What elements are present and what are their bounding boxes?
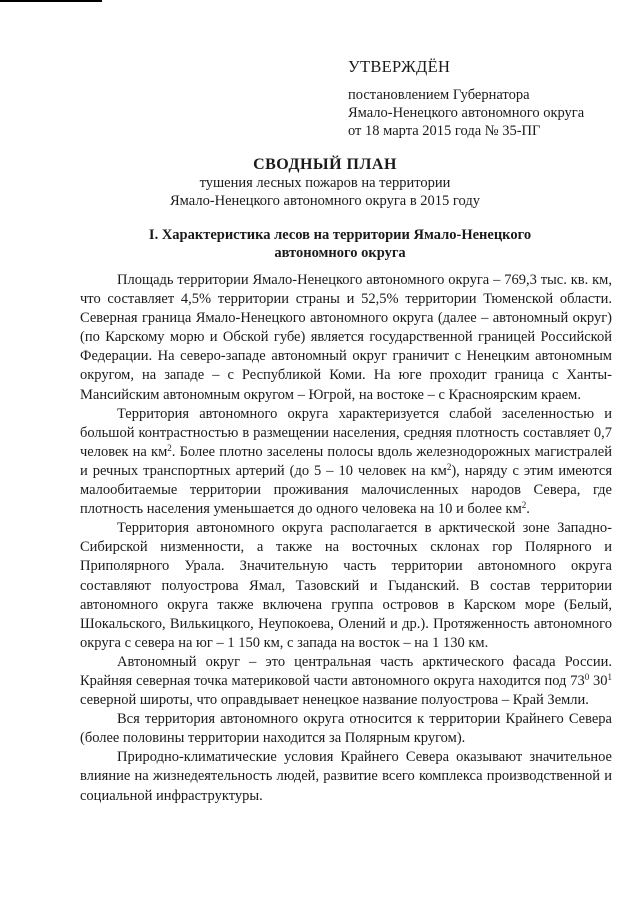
document-subtitle-1: тушения лесных пожаров на территории (199, 175, 451, 191)
paragraph-geography: Территория автономного округа располагается в арктической зоне Западно-Сибирской низменности, а также на восточных склонах гор Полярного и Приполярного Урала. Значительную часть территории автономного округа составляют полуострова Ямал, Тазовский и Гыданский. В состав территории автономного округа также включена группа островов в Карском море (Белый, Шокальского, Вилькицкого, Неупокоева, Олений и др.). Протяженность автономного округа с севера на юг – 1 150 км, с запада на восток – на 1 130 км. (80, 520, 612, 651)
paragraph-area: Площадь территории Ямало-Ненецкого автономного округа – 769,3 тыс. кв. км, что составляет 4,5% территории страны и 52,5% территории Тюменской области. Северная граница Ямало-Ненецкого автономного округа (далее – автономный округ) (по Карскому морю и Обской губе) является государственной границей Российской Федерации. На северо-западе автономный округ граничит с Ненецким автономным округом, на западе – с Республикой Коми. На юге проходит граница с Ханты-Мансийским автономным округом – Югрой, на востоке – с Красноярским краем. (80, 272, 612, 403)
document-title-block (100, 156, 550, 210)
superscript: 2 (446, 461, 452, 472)
text-span: 30 (589, 672, 608, 689)
document-title: СВОДНЫЙ ПЛАН (253, 156, 397, 173)
text-span: . (526, 501, 530, 518)
text-span: северной широты, что оправдывает ненецкое название полуострова – Край Земли. (80, 692, 589, 709)
approval-block (348, 58, 608, 140)
superscript: 0 (584, 671, 590, 682)
section-heading-line-2: автономного округа (274, 245, 406, 261)
text-span: . Более плотно заселены полосы вдоль железнодорожных магистралей и речных транспортных артерий (до 5 – 10 человек на км (80, 443, 613, 479)
superscript: 2 (521, 500, 527, 511)
approval-line-3: от 18 марта 2015 года № 35-ПГ (348, 123, 541, 139)
approval-stamp: УТВЕРЖДЁН (348, 57, 451, 76)
text-span: ), наряду с этим имеются малообитаемые территории проживания малочисленных народов Севера, где плотность населения уменьшается до одного человека на 10 и более км (80, 462, 612, 518)
corner-mark (0, 0, 102, 2)
superscript: 2 (167, 442, 172, 453)
paragraph-arctic (80, 653, 612, 710)
paragraph-population (80, 405, 612, 520)
superscript: 1 (607, 671, 613, 682)
section-heading (110, 226, 570, 262)
approval-line-2: Ямало-Ненецкого автономного округа (348, 105, 585, 121)
document-subtitle-2: Ямало-Ненецкого автономного округа в 2015 году (170, 193, 480, 209)
section-heading-line-1: I. Характеристика лесов на территории Ямало-Ненецкого (148, 227, 532, 243)
body-text (80, 271, 612, 806)
paragraph-climate: Природно-климатические условия Крайнего Севера оказывают значительное влияние на жизнедеятельность людей, развитие всего комплекса производственной и социальной инфраструктуры. (80, 749, 612, 804)
paragraph-far-north: Вся территория автономного округа относится к территории Крайнего Севера (более половины территории находится за Полярным кругом). (80, 711, 612, 747)
approval-line-1: постановлением Губернатора (348, 87, 530, 103)
text-span: Территория автономного округа характеризуется слабой заселенностью и большой контрастностью в размещении населения, средняя плотность составляет 0,7 человек на км (80, 405, 612, 460)
text-span: Автономный округ – это центральная часть арктического фасада России. Крайняя северная точка материковой части автономного округа находится под 73 (80, 653, 612, 689)
